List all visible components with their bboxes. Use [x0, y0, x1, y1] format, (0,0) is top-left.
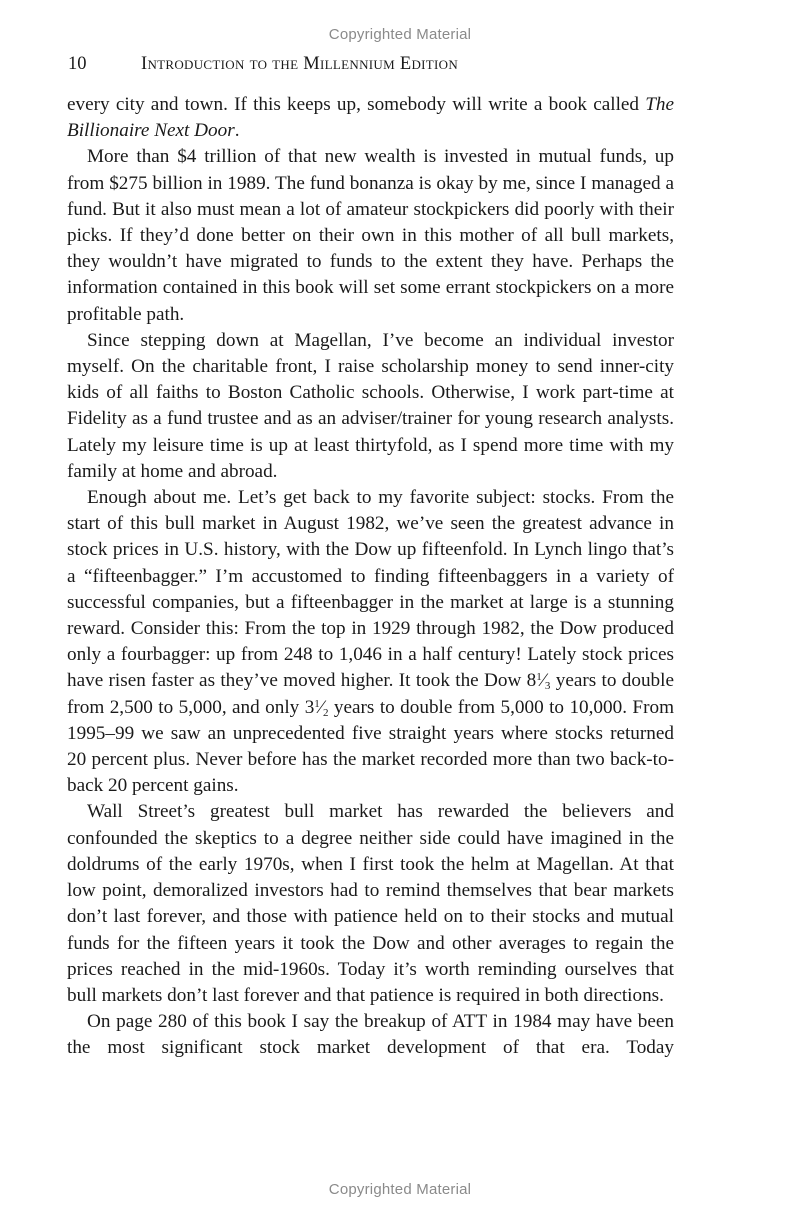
running-title: Introduction to the Millennium Edition [141, 54, 459, 74]
paragraph-text: years to double from 5,000 to 10,000. From 1995–99 we saw an unprecedented five straight years where stocks returned 20 percent plus. Never before has the market recorded more than two back-to-back 20 percent gains. [67, 696, 674, 797]
book-title: The Billionaire Next Door [67, 94, 674, 142]
page-number: 10 [68, 54, 87, 74]
paragraph [67, 92, 674, 144]
paragraph-end: . [234, 120, 240, 142]
paragraph: More than $4 trillion of that new wealth is invested in mutual funds, up from $275 billion in 1989. The fund bonanza is okay by me, since I managed a fund. But it also must mean a lot of amateur stockpickers did poorly with their picks. If they’d done better on their own in this mother of all bull markets, they wouldn’t have migrated to funds to the extent they have. Perhaps the information contained in this book will set some errant stockpickers on a more profitable path. [67, 146, 674, 325]
fraction-eight-and-a-third: $8^1⁄_3$ [526, 670, 551, 693]
page-body [67, 92, 674, 1062]
paragraph-text: every city and town. If this keeps up, somebody will write a book called [67, 94, 646, 115]
fraction-three-and-a-half: $3^1⁄_2$ [304, 696, 329, 719]
paragraph: Wall Street’s greatest bull market has rewarded the believers and confounded the skeptics to a degree neither side could have imagined in the doldrums of the early 1970s, when I first took the helm at Magellan. At that low point, demoralized investors had to remind themselves that bear markets don’t last forever, and those with patience held on to their stocks and mutual funds for the fifteen years it took the Dow and other averages to regain the prices reached in the mid-1960s. Today it’s worth reminding ourselves that bull markets don’t last forever and that patience is required in both directions. [67, 801, 674, 1006]
paragraph: Since stepping down at Magellan, I’ve become an individual investor myself. On the charitable front, I raise scholarship money to send inner-city kids of all faiths to Boston Catholic schools. Otherwise, I work part-time at Fidelity as a fund trustee and as an adviser/trainer for young research analysts. Lately my leisure time is up at least thirtyfold, as I spend more time with my family at home and abroad. [67, 329, 674, 482]
running-header [68, 52, 678, 76]
paragraph-text: years to double from 2,500 to 5,000, and only [67, 670, 674, 718]
paragraph [67, 485, 674, 799]
paragraph-text: Enough about me. Let’s get back to my favorite subject: stocks. From the start of this bull market in August 1982, we’ve seen the greatest advance in stock prices in U.S. history, with the Dow up fifteenfold. In Lynch lingo that’s a “fifteenbagger.” I’m accustomed to finding fifteenbaggers in a variety of successful companies, but a fifteenbagger in the market at large is a stunning reward. Consider this: From the top in 1929 through 1982, the Dow produced only a fourbagger: up from 248 to 1,046 in a half century! Lately stock prices have risen faster as they’ve moved higher. It took the Dow [67, 487, 674, 692]
copyright-watermark-bottom: Copyrighted Material [328, 1181, 472, 1198]
paragraph: On page 280 of this book I say the breakup of ATT in 1984 may have been the most significant stock market development of that era. Today [67, 1011, 674, 1059]
copyright-watermark-top: Copyrighted Material [328, 26, 472, 43]
